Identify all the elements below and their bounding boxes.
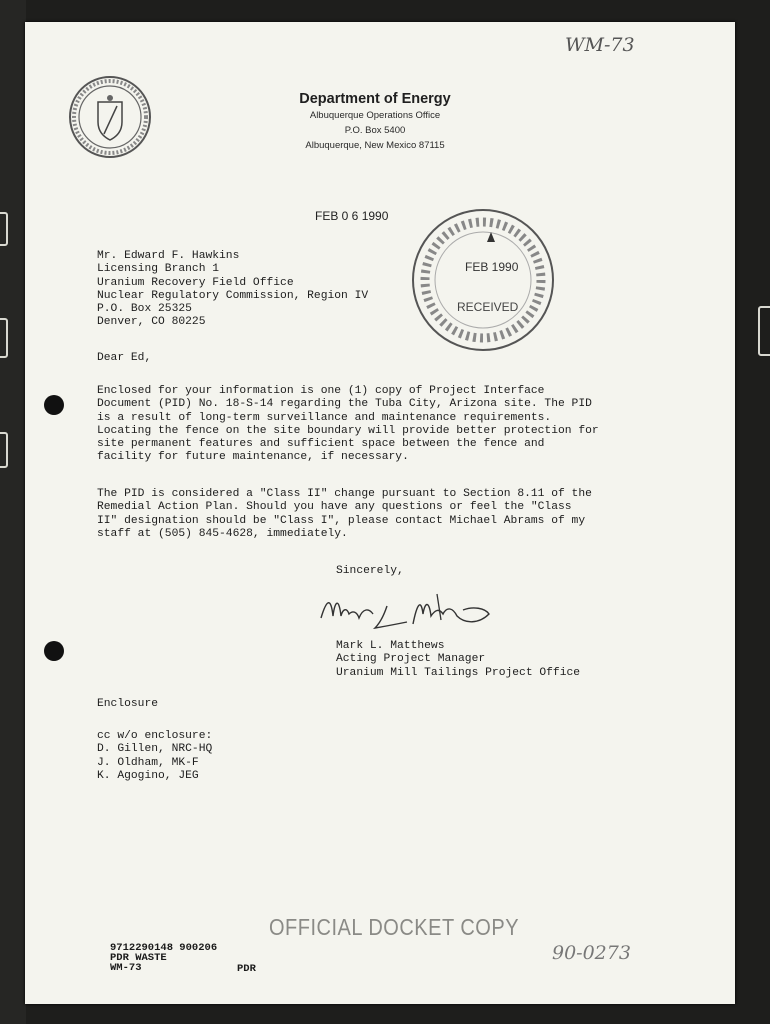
letterhead-org: Department of Energy: [299, 91, 451, 107]
address-line: Nuclear Regulatory Commission, Region IV: [97, 289, 369, 302]
footer-code-block: [110, 943, 217, 973]
paragraph-line: Locating the fence on the site boundary will provide better protection for: [97, 424, 599, 437]
scan-border-left: [0, 0, 26, 1024]
footer-code: PDR WASTE: [110, 952, 167, 964]
footer-code: WM-73: [110, 962, 142, 974]
salutation: Dear Ed,: [97, 352, 152, 364]
official-docket-stamp: OFFICIAL DOCKET COPY: [269, 915, 520, 941]
paragraph-2: [97, 488, 592, 541]
scan-binder-tab: [0, 432, 8, 468]
letterhead-city: Albuquerque, New Mexico 87115: [305, 140, 445, 151]
footer-code: 9712290148 900206: [110, 942, 218, 954]
signature: [317, 584, 497, 639]
doe-seal-icon: [65, 72, 155, 162]
paragraph-line: is a result of long-term surveillance and maintenance requirements.: [97, 411, 552, 424]
punch-hole: [44, 395, 64, 415]
paragraph-1: [97, 385, 599, 465]
addressee-block: [97, 250, 368, 330]
cc-item: D. Gillen, NRC-HQ: [97, 743, 213, 756]
cc-block: [97, 730, 212, 783]
letter-date: FEB 0 6 1990: [315, 209, 389, 223]
paragraph-line: staff at (505) 845-4628, immediately.: [97, 527, 348, 540]
footer-pdr: PDR: [237, 963, 256, 975]
signer-name: Mark L. Matthews: [336, 640, 445, 652]
paragraph-line: The PID is considered a "Class II" change pursuant to Section 8.11 of the: [97, 488, 592, 500]
address-line: P.O. Box 25325: [97, 303, 192, 316]
enclosure-label: Enclosure: [97, 698, 159, 710]
signer-block: [336, 640, 580, 680]
address-line: Mr. Edward F. Hawkins: [97, 250, 240, 262]
handwritten-docket-number: 90-0273: [552, 942, 631, 964]
letter-page: [25, 22, 735, 1004]
paragraph-line: Document (PID) No. 18-S-14 regarding the Tuba City, Arizona site. The PID: [97, 398, 592, 411]
letterhead-box: P.O. Box 5400: [344, 125, 406, 136]
address-line: Denver, CO 80225: [97, 316, 206, 329]
paragraph-line: site permanent features and sufficient space between the fence and: [97, 438, 545, 451]
stamp-received: RECEIVED: [457, 300, 519, 314]
paragraph-line: II" designation should be "Class I", please contact Michael Abrams of my: [97, 514, 586, 527]
cc-item: K. Agogino, JEG: [97, 769, 199, 782]
stamp-date: FEB 1990: [465, 260, 519, 274]
scan-binder-tab: [0, 212, 8, 246]
closing: Sincerely,: [336, 565, 404, 577]
scan-binder-tab: [758, 306, 770, 356]
paragraph-line: Enclosed for your information is one (1) copy of Project Interface: [97, 385, 545, 397]
address-line: Licensing Branch 1: [97, 263, 220, 276]
signer-title: Acting Project Manager: [336, 653, 486, 666]
received-stamp: [405, 200, 561, 360]
cc-heading: cc w/o enclosure:: [97, 730, 213, 742]
punch-hole: [44, 641, 64, 661]
address-line: Uranium Recovery Field Office: [97, 276, 294, 289]
signer-office: Uranium Mill Tailings Project Office: [336, 666, 581, 679]
paragraph-line: facility for future maintenance, if necessary.: [97, 451, 409, 464]
scan-binder-tab: [0, 318, 8, 358]
paragraph-line: Remedial Action Plan. Should you have any questions or feel the "Class: [97, 501, 572, 514]
letterhead-office: Albuquerque Operations Office: [309, 110, 441, 121]
handwritten-file-number: WM-73: [565, 34, 635, 56]
cc-item: J. Oldham, MK-F: [97, 756, 199, 769]
